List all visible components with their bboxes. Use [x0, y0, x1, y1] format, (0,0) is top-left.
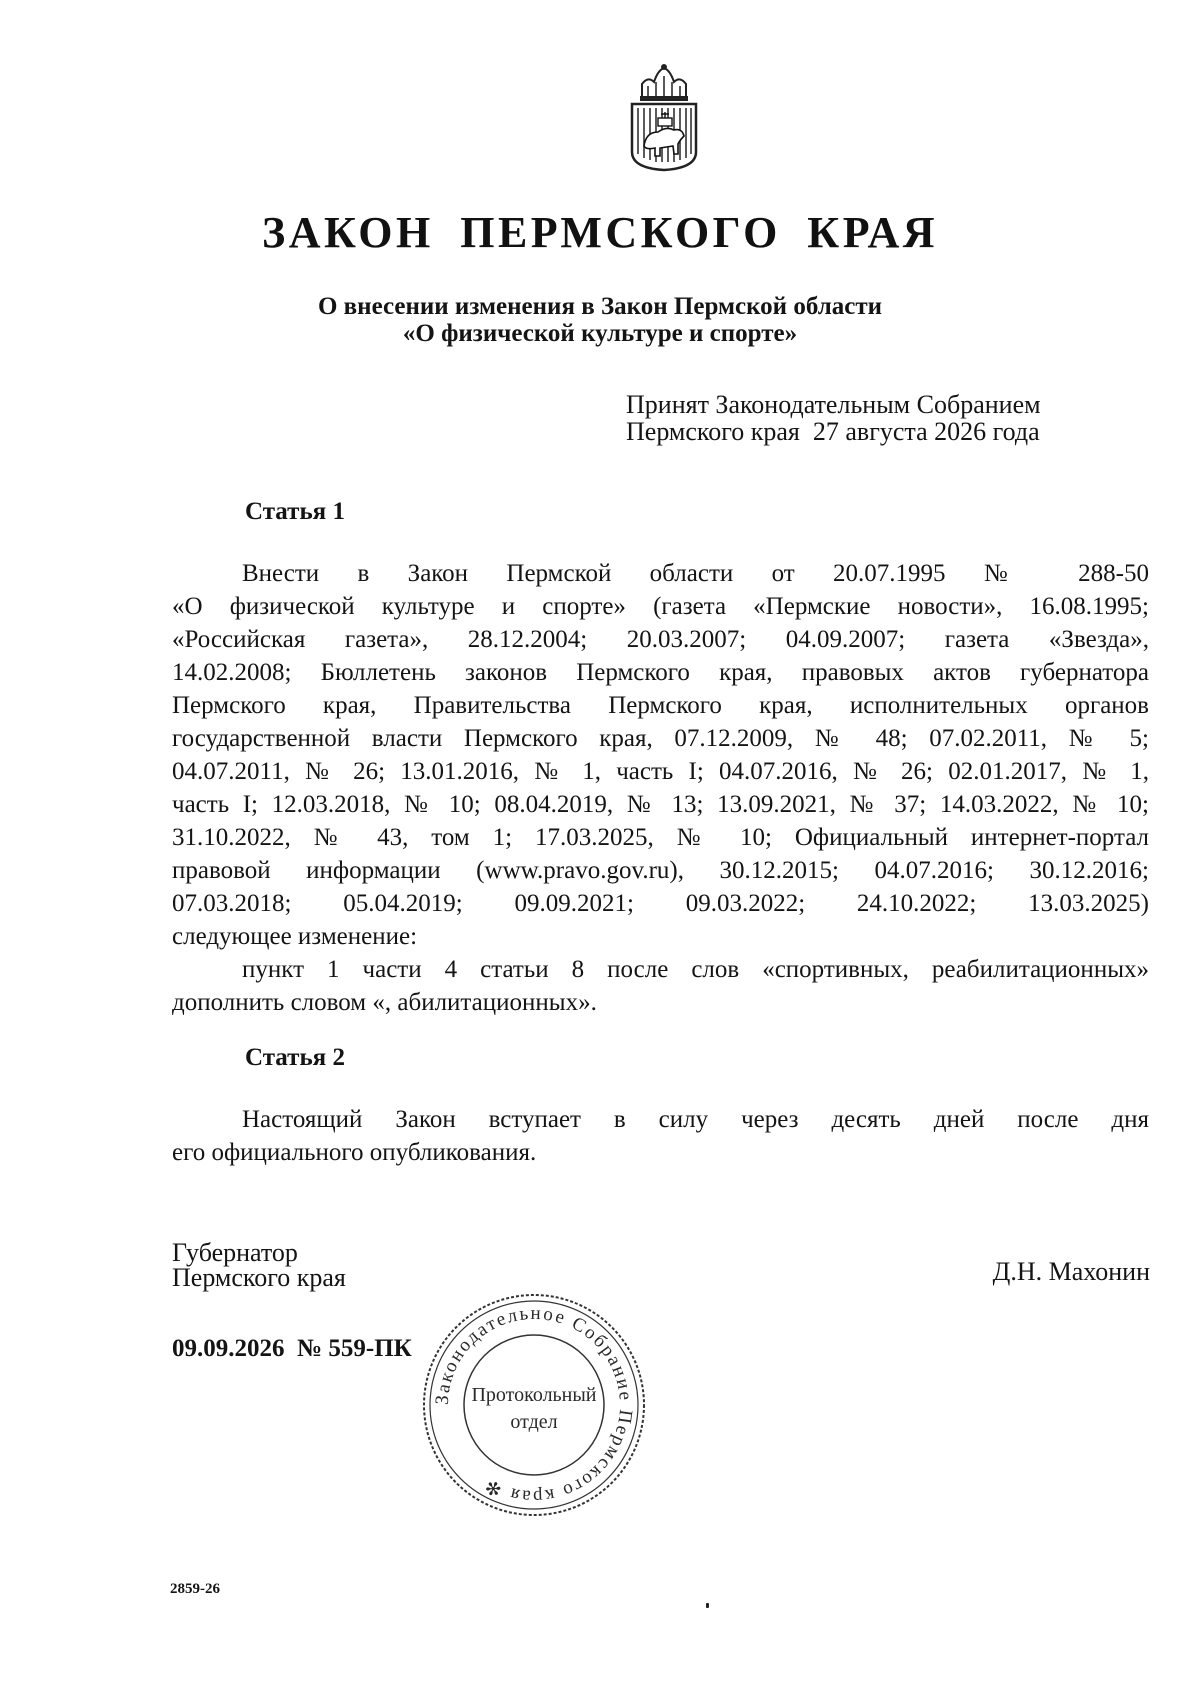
article-1-line: 14.02.2008; Бюллетень законов Пермского края, правовых актов губернатора [172, 659, 1149, 686]
article-2-heading: Статья 2 [245, 1044, 345, 1071]
perm-krai-coat-of-arms-icon [628, 62, 700, 172]
article-1-line: часть I; 12.03.2018, № 10; 08.04.2019, № 13; 13.09.2021, № 37; 14.03.2022, № 10; [172, 791, 1149, 818]
article-1-line: следующее изменение: [172, 923, 418, 950]
article-1-line: 31.10.2022, № 43, том 1; 17.03.2025, № 10; Официальный интернет-портал [172, 824, 1149, 851]
ink-speck [706, 1603, 709, 1608]
article-2-line: Настоящий Закон вступает в силу через десять дней после дня [242, 1106, 1149, 1133]
article-1-line: Внести в Закон Пермской области от 20.07.1995 № 288-50 [242, 560, 1149, 587]
official-stamp [419, 1290, 649, 1520]
article-1-heading: Статья 1 [245, 498, 345, 525]
stamp-ring-text: Законодательное Собрание Пермского края ✻ [431, 1302, 637, 1508]
article-1-text [172, 557, 1149, 1019]
stamp-center-line-1: Протокольный [471, 1384, 597, 1406]
article-1-line: 07.03.2018; 05.04.2019; 09.09.2021; 09.03.2022; 24.10.2022; 13.03.2025) [172, 890, 1149, 917]
adoption-line-2: Пермского края 27 августа 2026 года [626, 417, 1040, 446]
article-1-line: «О физической культуре и спорте» (газета «Пермские новости», 16.08.1995; [172, 593, 1149, 620]
document-code: 2859-26 [170, 1581, 220, 1597]
law-date-number: 09.09.2026 № 559-ПК [172, 1335, 412, 1362]
signatory-position-line-2: Пермского края [172, 1263, 346, 1292]
article-2-text [172, 1103, 1149, 1169]
law-title: ЗАКОН ПЕРМСКОГО КРАЯ [261, 208, 939, 257]
article-2-line: его официального опубликования. [172, 1139, 537, 1166]
article-1-line: Пермского края, Правительства Пермского края, исполнительных органов [172, 692, 1149, 719]
adoption-line-1: Принят Законодательным Собранием [626, 390, 1041, 419]
signatory-position [172, 1240, 346, 1290]
article-1-amendment-line: дополнить словом «, абилитационных». [172, 989, 597, 1016]
article-1-amendment-line: пункт 1 части 4 статьи 8 после слов «спортивных, реабилитационных» [242, 956, 1149, 983]
signatory-position-line-1: Губернатор [172, 1238, 298, 1267]
adoption-note [626, 391, 1086, 445]
subtitle-line-1: О внесении изменения в Закон Пермской области [317, 293, 883, 320]
article-1-line: государственной власти Пермского края, 07.12.2009, № 48; 07.02.2011, № 5; [172, 725, 1149, 752]
signatory-name: Д.Н. Махонин [992, 1257, 1150, 1286]
stamp-center-line-2: отдел [510, 1411, 558, 1433]
article-1-line: «Российская газета», 28.12.2004; 20.03.2007; 04.09.2007; газета «Звезда», [172, 626, 1149, 653]
law-subtitle [0, 293, 1200, 347]
article-1-line: правовой информации (www.pravo.gov.ru), 30.12.2015; 04.07.2016; 30.12.2016; [172, 857, 1149, 884]
subtitle-line-2: «О физической культуре и спорте» [402, 320, 798, 347]
article-1-line: 04.07.2011, № 26; 13.01.2016, № 1, часть I; 04.07.2016, № 26; 02.01.2017, № 1, [172, 758, 1149, 785]
